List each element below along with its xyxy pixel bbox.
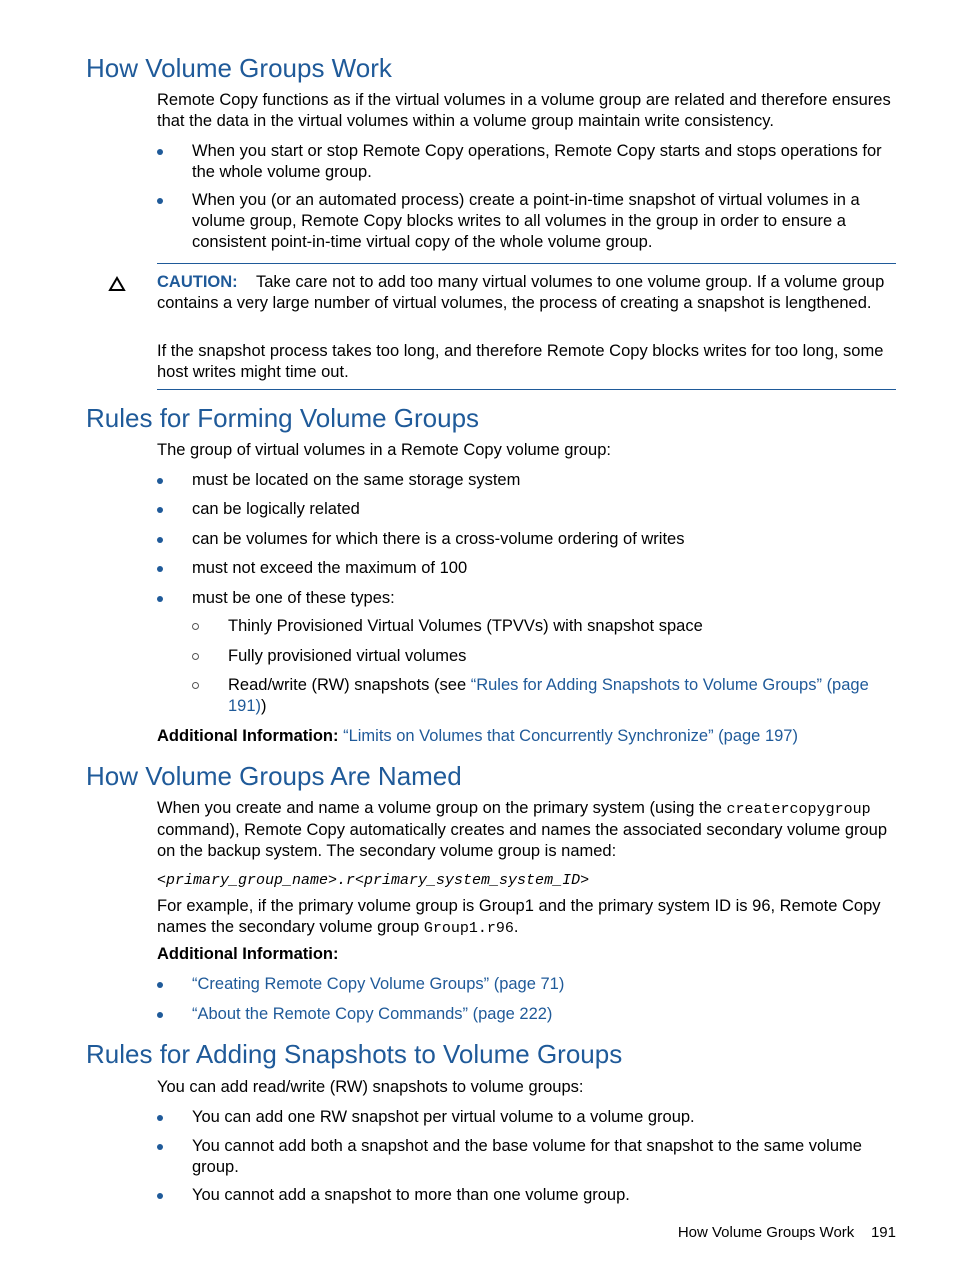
caution-paragraph-2: If the snapshot process takes too long, and therefore Remote Copy blocks writes for too long, some host writes might time out. — [157, 342, 884, 381]
bullet-icon — [157, 1144, 163, 1150]
circle-bullet-icon — [192, 682, 199, 689]
bullet-icon — [157, 478, 163, 484]
bullet-icon — [157, 507, 163, 513]
bullet-icon — [157, 1115, 163, 1121]
heading-how-volume-groups-work: How Volume Groups Work — [86, 53, 392, 83]
rules-adding-snapshots-link[interactable]: “Rules for Adding Snapshots to Volume Groups” (page 191) — [228, 676, 869, 715]
circle-bullet-icon — [192, 653, 199, 660]
intro-paragraph: The group of virtual volumes in a Remote Copy volume group: — [157, 441, 611, 459]
heading-rules-forming: Rules for Forming Volume Groups — [86, 403, 480, 433]
creating-volume-groups-link[interactable]: “Creating Remote Copy Volume Groups” (page 71) — [192, 975, 565, 993]
warning-triangle-icon — [108, 276, 126, 292]
naming-pattern: <primary_group_name>.r<primary_system_system_ID> — [157, 872, 590, 889]
additional-information-label: Additional Information: — [157, 727, 339, 745]
circle-bullet-icon — [192, 623, 199, 630]
caution-bottom-rule — [157, 389, 896, 390]
bullet-icon — [157, 566, 163, 572]
intro-paragraph: You can add read/write (RW) snapshots to volume groups: — [157, 1078, 584, 1096]
naming-paragraph — [157, 798, 897, 862]
page-number: 191 — [870, 1224, 896, 1241]
list-item-text: You cannot add both a snapshot and the base volume for that snapshot to the same volume group. — [192, 1137, 862, 1176]
command-name: creatercopygroup — [726, 801, 871, 818]
caution-label: CAUTION: — [157, 273, 238, 291]
list-item-text: must be one of these types: — [192, 589, 395, 607]
sub-list-item-text — [228, 675, 898, 717]
footer-section-title: How Volume Groups Work — [677, 1224, 855, 1241]
intro-paragraph: Remote Copy functions as if the virtual volumes in a volume group are related and therefore ensures that the data in the virtual volumes within a volume group maintain write consistency. — [157, 91, 891, 130]
sub-list-item-text: Thinly Provisioned Virtual Volumes (TPVVs) with snapshot space — [228, 617, 703, 635]
additional-information — [157, 726, 897, 747]
heading-how-named: How Volume Groups Are Named — [86, 761, 462, 791]
sub-list-item-suffix: ) — [261, 697, 267, 715]
list-item-text: must not exceed the maximum of 100 — [192, 559, 468, 577]
bullet-icon — [157, 198, 163, 204]
list-item-text: When you (or an automated process) create a point-in-time snapshot of virtual volumes in a volume group, Remote Copy blocks writes to all volumes in the group in order to ensure a consistent point-in-time virtual copy of the whole volume group. — [192, 191, 860, 251]
list-item-text: You cannot add a snapshot to more than one volume group. — [192, 1186, 630, 1204]
list-item-text: can be logically related — [192, 500, 360, 518]
about-commands-link[interactable]: “About the Remote Copy Commands” (page 222) — [192, 1005, 553, 1023]
example-text-b: . — [513, 918, 519, 936]
bullet-icon — [157, 982, 163, 988]
bullet-icon — [157, 596, 163, 602]
sub-list-item-prefix: Read/write (RW) snapshots (see — [228, 676, 471, 694]
naming-text-a: When you create and name a volume group on the primary system (using the — [157, 799, 727, 817]
bullet-icon — [157, 149, 163, 155]
example-paragraph — [157, 896, 897, 939]
heading-rules-adding: Rules for Adding Snapshots to Volume Groups — [86, 1039, 623, 1069]
list-item-text: can be volumes for which there is a cross-volume ordering of writes — [192, 530, 685, 548]
example-code: Group1.r96 — [423, 920, 514, 937]
bullet-icon — [157, 1193, 163, 1199]
caution-text: Take care not to add too many virtual volumes to one volume group. If a volume group contains a very large number of virtual volumes, the process of creating a snapshot is lengthened. — [157, 273, 885, 312]
caution-top-rule — [157, 263, 896, 264]
caution-paragraph — [157, 272, 897, 314]
bullet-icon — [157, 537, 163, 543]
example-text-a: For example, if the primary volume group is Group1 and the primary system ID is 96, Remote Copy names the secondary volume group — [157, 897, 881, 936]
limits-on-volumes-link[interactable]: “Limits on Volumes that Concurrently Synchronize” (page 197) — [343, 727, 798, 745]
bullet-icon — [157, 1012, 163, 1018]
list-item-text: When you start or stop Remote Copy operations, Remote Copy starts and stops operations for the whole volume group. — [192, 142, 882, 181]
list-item-text: must be located on the same storage system — [192, 471, 521, 489]
sub-list-item-text: Fully provisioned virtual volumes — [228, 647, 467, 665]
naming-text-b: command), Remote Copy automatically creates and names the associated secondary volume group on the backup system. The secondary volume group is named: — [157, 821, 888, 860]
additional-information-label: Additional Information: — [157, 945, 339, 963]
page-footer — [678, 1222, 896, 1243]
list-item-text: You can add one RW snapshot per virtual volume to a volume group. — [192, 1108, 695, 1126]
